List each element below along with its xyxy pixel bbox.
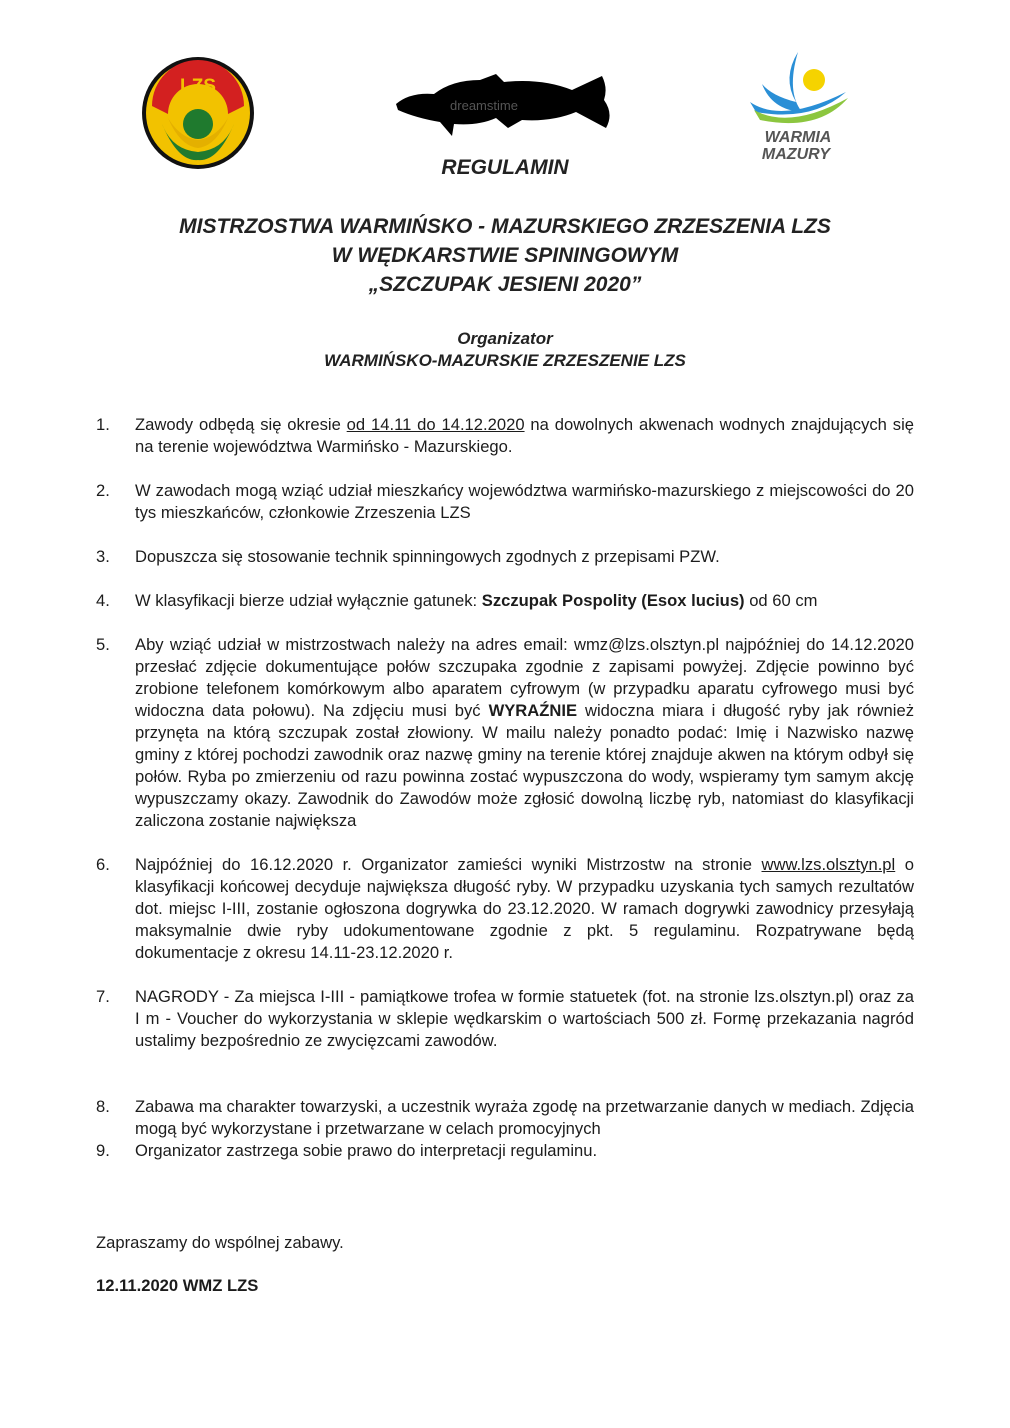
closing-text: Zapraszamy do wspólnej zabawy. bbox=[96, 1233, 344, 1252]
subtitle-line-1: MISTRZOSTWA WARMIŃSKO - MAZURSKIEGO ZRZESZENIA LZS bbox=[179, 215, 831, 238]
lzs-emblem-icon bbox=[138, 54, 258, 172]
pike-silhouette-icon bbox=[392, 70, 618, 140]
warmia-mazury-logo-icon bbox=[742, 48, 854, 164]
website-link[interactable]: www.lzs.olsztyn.pl bbox=[761, 855, 896, 874]
warmia-text: WARMIA bbox=[764, 129, 832, 146]
signature: 12.11.2020 WMZ LZS bbox=[96, 1276, 259, 1295]
rule-1: 1. Zawody odbędą się okresie od 14.11 do 14.12.2020 na dowolnych akwenach wodnych znajdujących się na terenie województwa Warmińsko - Mazurskiego. bbox=[96, 415, 914, 456]
mazury-text: MAZURY bbox=[761, 146, 831, 163]
rule-3: 3. Dopuszcza się stosowanie technik spinningowych zgodnych z przepisami PZW. bbox=[96, 547, 720, 566]
rule-5: 5. Aby wziąć udział w mistrzostwach należy na adres email: wmz@lzs.olsztyn.pl najpóźniej do 14.12.2020 przesłać zdjęcie dokumentujące połów szczupaka zgodnie z zapisami powyżej. Zdjęcie powinno być zrobione telefonem komórkowym albo aparatem cyfrowym (w przypadku aparatu cyfrowego musi być widoczna data połowu). Na zdjęciu musi być WYRAŹNIE widoczna miara i długość ryby jak również przynęta na którą szczupak został złowiony. W mailu należy ponadto podać: Imię i Nazwisko nazwę gminy z której pochodzi zawodnik oraz nazwę gminy na terenie której znajduje akwen na którym odbył się połów. Ryba po zmierzeniu od razu powinna zostać wypuszczona do wody, wspieramy tym samym akcję wypuszczamy okazy. Zawodnik do Zawodów może zgłosić dowolną liczbę ryb, natomiast do klasyfikacji zaliczona zostanie największa bbox=[96, 635, 914, 830]
rule-8: 8. Zabawa ma charakter towarzyski, a uczestnik wyraża zgodę na przetwarzanie danych w mediach. Zdjęcia mogą być wykorzystane i przetwarzane w celach promocyjnych bbox=[96, 1097, 914, 1138]
lzs-logo-text: LZS bbox=[180, 76, 216, 97]
organizer-label: Organizator bbox=[457, 329, 553, 348]
subtitle-line-2: W WĘDKARSTWIE SPININGOWYM bbox=[331, 244, 679, 267]
rule-9: 9. Organizator zastrzega sobie prawo do interpretacji regulaminu. bbox=[96, 1141, 598, 1160]
organizer-name: WARMIŃSKO-MAZURSKIE ZRZESZENIE LZS bbox=[324, 351, 686, 370]
date-range: od 14.11 do 14.12.2020 bbox=[346, 415, 525, 434]
document-title: REGULAMIN bbox=[441, 156, 569, 179]
rule-6: 6. Najpóźniej do 16.12.2020 r. Organizator zamieści wyniki Mistrzostw na stronie www.lzs.olsztyn.pl o klasyfikacji końcowej decyduje największa długość ryby. W przypadku uzyskania tych samych rezultatów dot. miejsc I-III, zostanie ogłoszona dogrywka do 23.12.2020. W ramach dogrywki zawodnicy przesyłają maksymalnie dwie ryby udokumentowane zgodnie z pkt. 5 regulaminu. Rozpatrywane będą dokumentacje z okresu 14.11-23.12.2020 r. bbox=[96, 855, 914, 962]
subtitle-line-3: „SZCZUPAK JESIENI 2020” bbox=[368, 273, 642, 296]
fish-watermark: dreamstime bbox=[450, 98, 518, 113]
rule-4: 4. W klasyfikacji bierze udział wyłącznie gatunek: Szczupak Pospolity (Esox lucius) od 60 cm bbox=[96, 591, 818, 610]
species-name: Szczupak Pospolity (Esox lucius) bbox=[481, 591, 745, 610]
rule-7: 7. NAGRODY - Za miejsca I-III - pamiątkowe trofea w formie statuetek (fot. na stronie lzs.olsztyn.pl) oraz za I m - Voucher do wykorzystania w sklepie wędkarskim o wartościach 500 zł. Formę przekazania nagród ustalimy bezpośrednio ze zwycięzcami zawodów. bbox=[96, 987, 914, 1050]
rule-2: 2. W zawodach mogą wziąć udział mieszkańcy województwa warmińsko-mazurskiego z miejscowości do 20 tys mieszkańców, członkowie Zrzeszenia LZS bbox=[96, 481, 914, 522]
rules-list bbox=[96, 414, 914, 1162]
